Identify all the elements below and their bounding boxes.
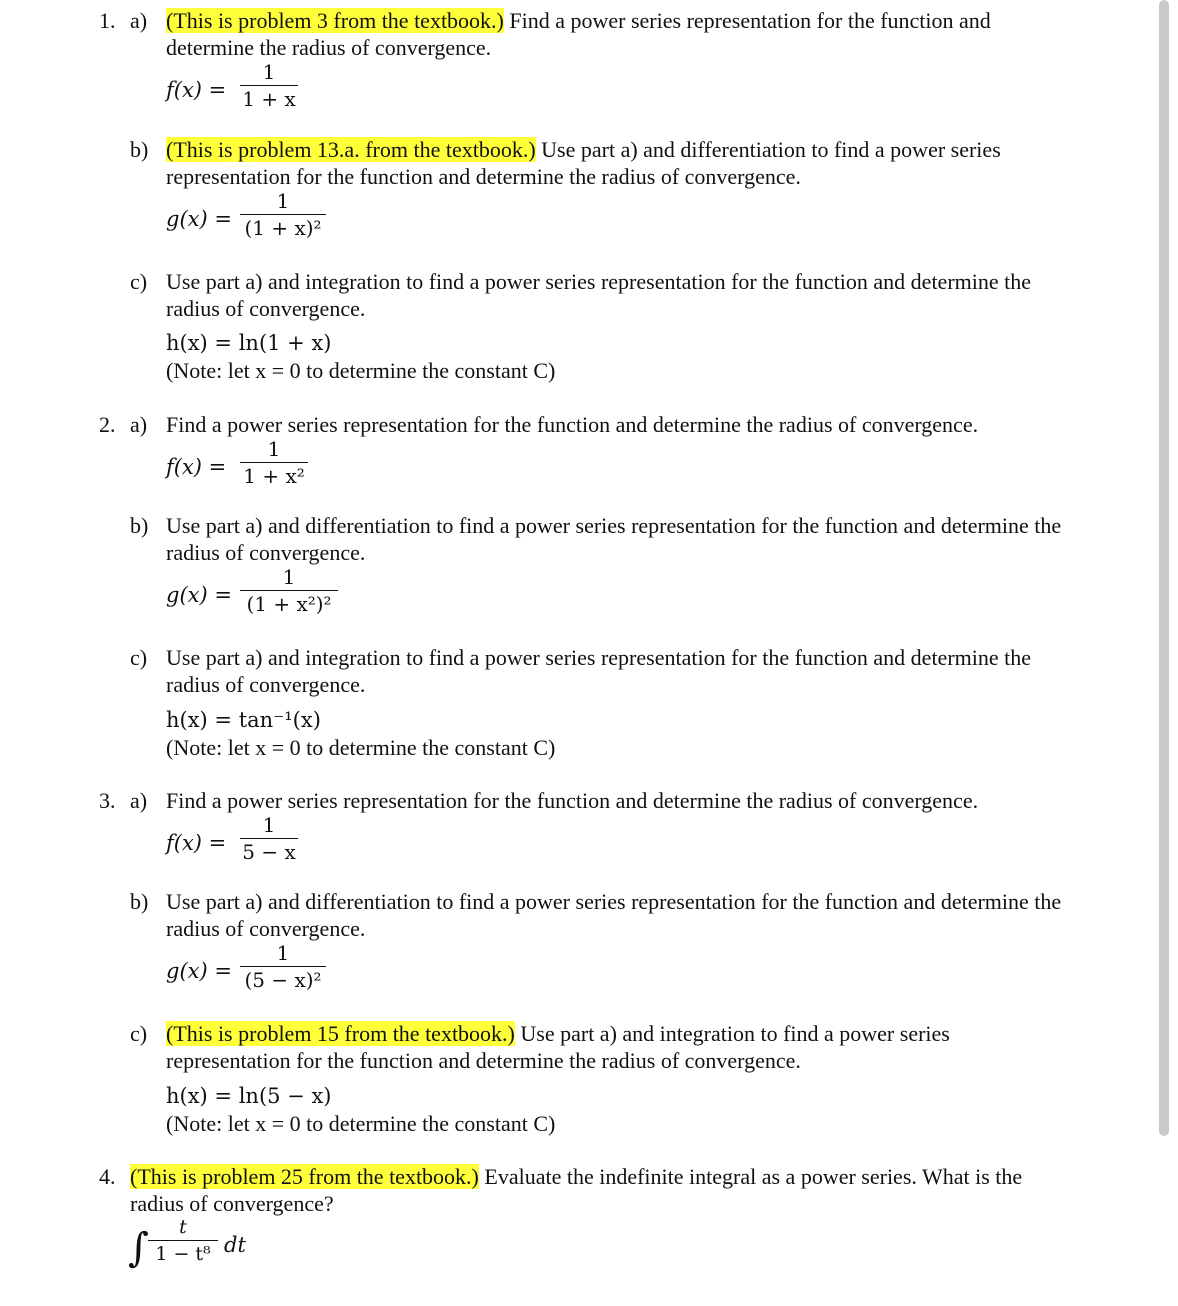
part-label: b) bbox=[130, 137, 149, 162]
problem-text: (This is problem 3 from the textbook.) Find a power series representation for the function and bbox=[166, 8, 991, 33]
note: (Note: let x = 0 to determine the constant C) bbox=[166, 358, 556, 383]
textbook-highlight: (This is problem 13.a. from the textbook.) bbox=[166, 137, 536, 162]
fraction: t 1 − t⁸ bbox=[148, 1214, 218, 1267]
fraction: 1 (1 + x)² bbox=[240, 188, 326, 241]
fraction: 1 5 − x bbox=[240, 812, 298, 865]
problem-text: determine the radius of convergence. bbox=[166, 35, 492, 60]
problem-text: Find a power series representation for the function and determine the radius of convergence. bbox=[166, 412, 979, 437]
part-label: a) bbox=[130, 412, 148, 437]
problem-number: 3. bbox=[99, 788, 116, 813]
problem-text: radius of convergence. bbox=[166, 540, 366, 565]
problem-text: Use part a) and integration to find a power series representation for the function and determine the bbox=[166, 645, 1032, 670]
problem-number: 4. bbox=[99, 1164, 116, 1189]
problem-text: representation for the function and determine the radius of convergence. bbox=[166, 164, 801, 189]
function-lhs: f(x) = bbox=[166, 455, 227, 479]
function-definition: h(x) = ln(5 − x) bbox=[166, 1084, 332, 1108]
function-lhs: f(x) = bbox=[166, 831, 227, 855]
problem-text: radius of convergence? bbox=[130, 1191, 334, 1216]
problem-text: Find a power series representation for the function and determine the radius of convergence. bbox=[166, 788, 979, 813]
problem-text: (This is problem 25 from the textbook.) Evaluate the indefinite integral as a power series. What is the bbox=[130, 1164, 1023, 1189]
fraction: 1 1 + x bbox=[240, 59, 298, 112]
problem-text: radius of convergence. bbox=[166, 916, 366, 941]
problem-text: radius of convergence. bbox=[166, 672, 366, 697]
problem-text: (This is problem 15 from the textbook.) Use part a) and integration to find a power series bbox=[166, 1021, 950, 1046]
textbook-highlight: (This is problem 15 from the textbook.) bbox=[166, 1021, 515, 1046]
note: (Note: let x = 0 to determine the constant C) bbox=[166, 1111, 556, 1136]
part-label: c) bbox=[130, 269, 148, 294]
part-label: a) bbox=[130, 8, 148, 33]
function-lhs: f(x) = bbox=[166, 78, 227, 102]
problem-number: 2. bbox=[99, 412, 116, 437]
fraction: 1 1 + x² bbox=[240, 436, 308, 489]
part-label: b) bbox=[130, 889, 149, 914]
problem-text: Use part a) and differentiation to find a power series representation for the function and determine the bbox=[166, 889, 1062, 914]
problem-text: Use part a) and differentiation to find a power series representation for the function and determine the bbox=[166, 513, 1062, 538]
function-definition: h(x) = tan⁻¹(x) bbox=[166, 708, 321, 732]
problem-text: Use part a) and integration to find a power series representation for the function and determine the bbox=[166, 269, 1032, 294]
function-lhs: g(x) = bbox=[166, 583, 232, 607]
function-definition: h(x) = ln(1 + x) bbox=[166, 331, 332, 355]
part-label: c) bbox=[130, 645, 148, 670]
part-label: a) bbox=[130, 788, 148, 813]
part-label: c) bbox=[130, 1021, 148, 1046]
note: (Note: let x = 0 to determine the constant C) bbox=[166, 735, 556, 760]
fraction: 1 (5 − x)² bbox=[240, 940, 326, 993]
problem-number: 1. bbox=[99, 8, 116, 33]
problem-text: radius of convergence. bbox=[166, 296, 366, 321]
problem-text: (This is problem 13.a. from the textbook.) Use part a) and differentiation to find a power series bbox=[166, 137, 1001, 162]
part-label: b) bbox=[130, 513, 149, 538]
problem-text: representation for the function and determine the radius of convergence. bbox=[166, 1048, 801, 1073]
scrollbar[interactable] bbox=[1159, 0, 1169, 1136]
differential: dt bbox=[224, 1233, 246, 1257]
textbook-highlight: (This is problem 25 from the textbook.) bbox=[130, 1164, 479, 1189]
textbook-highlight: (This is problem 3 from the textbook.) bbox=[166, 8, 504, 33]
integral-sign: ∫ bbox=[128, 1225, 149, 1271]
fraction: 1 (1 + x²)² bbox=[240, 564, 338, 617]
function-lhs: g(x) = bbox=[166, 207, 232, 231]
function-lhs: g(x) = bbox=[166, 959, 232, 983]
